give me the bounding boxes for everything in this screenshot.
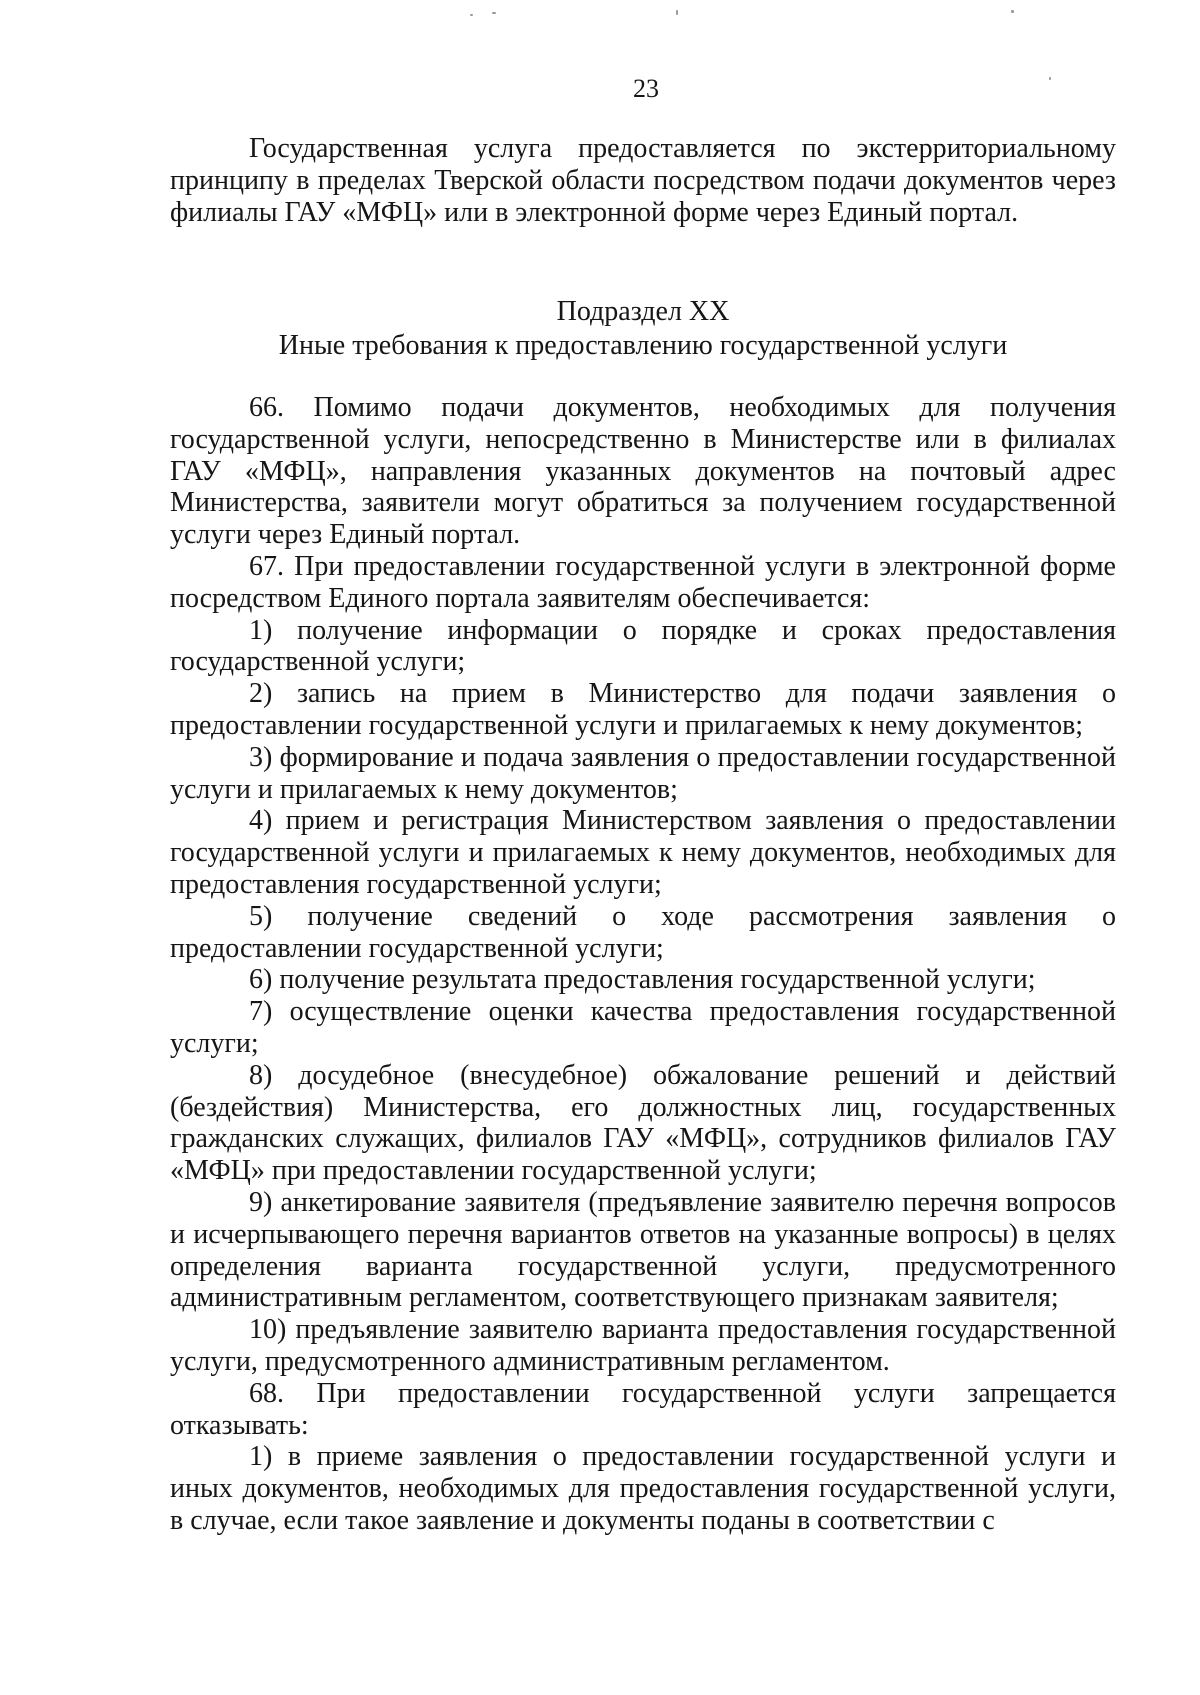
list-item-67-3: 3) формирование и подача заявления о предоставлении государственной услуги и прилагаемых к нему документов; [170,741,1116,805]
list-item-67-7: 7) осуществление оценки качества предоставления государственной услуги; [170,996,1116,1059]
list-item-67-10: 10) предъявление заявителю варианта предоставления государственной услуги, предусмотренного административным регламентом. [170,1314,1116,1377]
list-item-67-9: 9) анкетирование заявителя (предъявление заявителю перечня вопросов и исчерпывающего перечня вариантов ответов на указанные вопросы) в целях определения варианта государственной услуги, предусмотренного административным регламентом, соответствующего признакам заявителя; [170,1186,1116,1314]
scan-speck [676,10,678,15]
intro-paragraph: Государственная услуга предоставляется по экстерриториальному принципу в пределах Тверской области посредством подачи документов через филиалы ГАУ «МФЦ» или в электронной форме через Единый портал. [170,133,1116,228]
scan-speck [492,12,496,14]
list-item-67-8: 8) досудебное (внесудебное) обжалование решений и действий (бездействия) Министерства, его должностных лиц, государственных гражданских служащих, филиалов ГАУ «МФЦ», сотрудников филиалов ГАУ «МФЦ» при предоставлении государственной услуги; [170,1059,1116,1187]
list-item-67-6: 6) получение результата предоставления государственной услуги; [249,964,1036,996]
intro-block [170,133,1116,228]
page-number: 23 [633,74,659,103]
paragraph-67: 67. При предоставлении государственной услуги в электронной форме посредством Единого портала заявителям обеспечивается: [170,550,1116,614]
list-item-67-4: 4) прием и регистрация Министерством заявления о предоставлении государственной услуги и прилагаемых к нему документов, необходимых для предоставления государственной услуги; [170,805,1116,900]
scan-speck [1011,10,1014,13]
list-item-67-5: 5) получение сведений о ходе рассмотрения заявления о предоставлении государственной услуги; [170,900,1116,964]
paragraph-68: 68. При предоставлении государственной услуги запрещается отказывать: [170,1377,1116,1441]
list-item-67-2: 2) запись на прием в Министерство для подачи заявления о предоставлении государственной услуги и прилагаемых к нему документов; [170,678,1116,741]
subsection-title: Иные требования к предоставлению государственной услуги [278,330,1008,361]
list-item-68-1: 1) в приеме заявления о предоставлении государственной услуги и иных документов, необходимых для предоставления государственной услуги, в случае, если такое заявление и документы поданы в соответствии с [170,1441,1116,1536]
main-text-block [170,392,1116,1537]
paragraph-66: 66. Помимо подачи документов, необходимых для получения государственной услуги, непосредственно в Министерстве или в филиалах ГАУ «МФЦ», направления указанных документов на почтовый адрес Министерства, заявители могут обратиться за получением государственной услуги через Единый портал. [170,392,1116,551]
subsection-label: Подраздел XX [556,296,730,327]
scan-speck [470,14,473,16]
list-item-67-1: 1) получение информации о порядке и сроках предоставления государственной услуги; [170,614,1116,678]
